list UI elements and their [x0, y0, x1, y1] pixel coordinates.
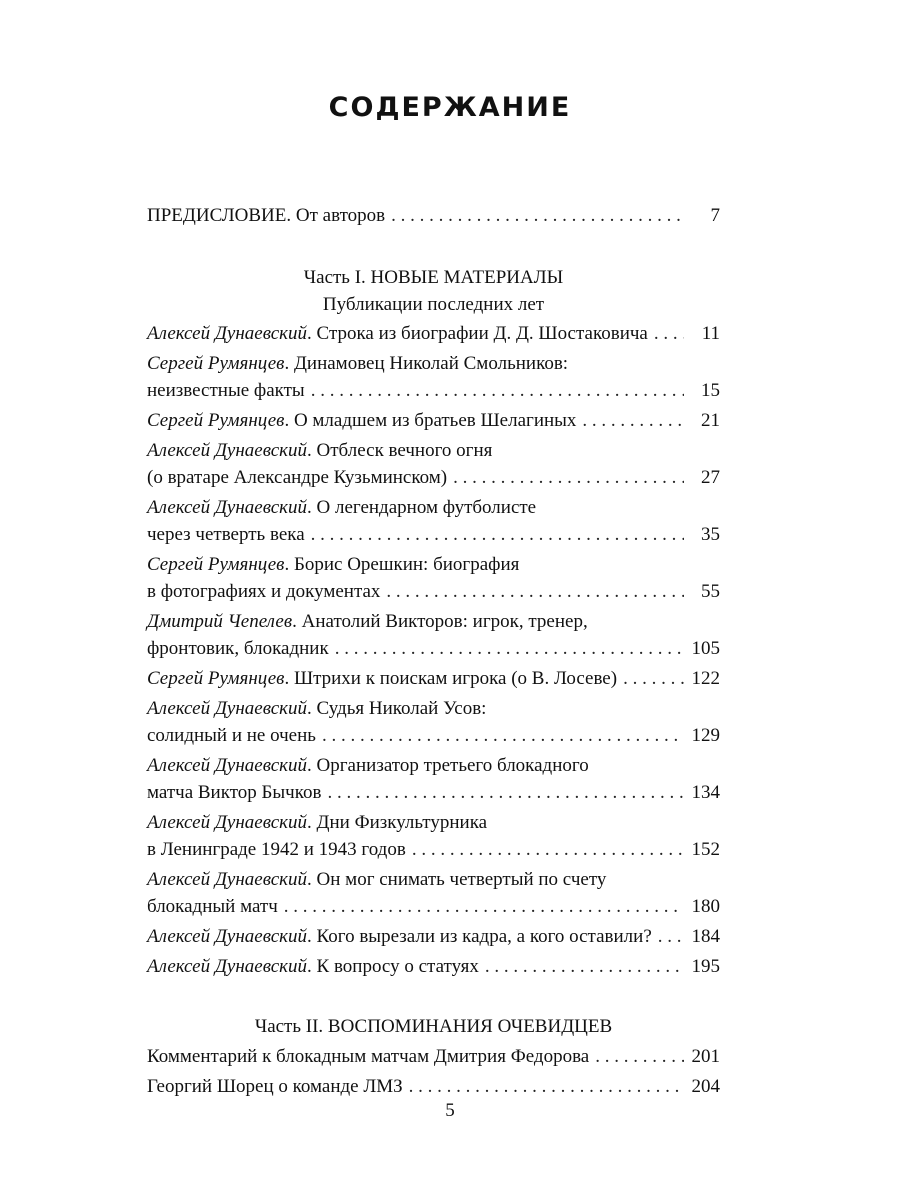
entry-author: Алексей Дунаевский: [147, 698, 308, 719]
entry-title-continued: неизвестные факты: [147, 380, 305, 401]
page-number: 35: [701, 524, 720, 545]
page-number: 129: [691, 725, 720, 746]
toc-entry[interactable]: [147, 494, 720, 548]
entry-title-continued: через четверть века: [147, 524, 305, 545]
entry-title: . Строка из биографии Д. Д. Шостаковича: [307, 323, 648, 344]
entry-author: Дмитрий Чепелев: [147, 611, 293, 632]
entry-title: . Анатолий Викторов: игрок, тренер,: [292, 611, 588, 632]
entry-author: Алексей Дунаевский: [147, 926, 308, 947]
toc-entry[interactable]: [147, 1043, 720, 1070]
page-number: 7: [710, 205, 720, 226]
entry-title: . О младшем из братьев Шелагиных: [284, 410, 577, 431]
entry-title: . К вопросу о статуях: [307, 956, 479, 977]
entry-author: Алексей Дунаевский: [147, 497, 308, 518]
toc-entry[interactable]: [147, 752, 720, 806]
toc-entry[interactable]: [147, 923, 720, 950]
dot-leader: [409, 1073, 684, 1100]
page-number: 11: [701, 323, 720, 344]
page-number: 105: [691, 638, 720, 659]
toc-entry[interactable]: [147, 866, 720, 920]
entry-title: . Динамовец Николай Смольников:: [284, 353, 569, 374]
toc-entry[interactable]: [147, 665, 720, 692]
entry-title: . Штрихи к поискам игрока (о В. Лосеве): [284, 668, 618, 689]
page-number: 152: [691, 839, 720, 860]
entry-title-continued: фронтовик, блокадник: [147, 638, 329, 659]
dot-leader: [412, 836, 684, 863]
entry-title-continued: блокадный матч: [147, 896, 278, 917]
entry-author: Сергей Румянцев: [147, 353, 285, 374]
toc-entry[interactable]: [147, 407, 720, 434]
toc-entry[interactable]: [147, 953, 720, 980]
dot-leader: [311, 521, 684, 548]
part-subheading: Публикации последних лет: [322, 294, 545, 315]
entry-author: Алексей Дунаевский: [147, 440, 308, 461]
entry-title-continued: в Ленинграде 1942 и 1943 годов: [147, 839, 406, 860]
entry-author: Сергей Румянцев: [147, 668, 285, 689]
entry-title: . Он мог снимать четвертый по счету: [307, 869, 607, 890]
dot-leader: [386, 578, 684, 605]
page-number: 180: [691, 896, 720, 917]
entry-title: Комментарий к блокадным матчам Дмитрия Федорова: [147, 1046, 590, 1067]
page-number: 195: [691, 956, 720, 977]
entry-title-continued: солидный и не очень: [147, 725, 316, 746]
dot-leader: [595, 1043, 684, 1070]
part-heading: Часть II. ВОСПОМИНАНИЯ ОЧЕВИДЦЕВ: [254, 1016, 613, 1037]
entry-author: Алексей Дунаевский: [147, 755, 308, 776]
entry-author: Сергей Румянцев: [147, 554, 285, 575]
dot-leader: [654, 320, 684, 347]
page-title: СОДЕРЖАНИЕ: [328, 92, 572, 123]
toc-entry[interactable]: [147, 551, 720, 605]
entry-title: . О легендарном футболисте: [307, 497, 537, 518]
page-number: 15: [701, 380, 720, 401]
dot-leader: [623, 665, 684, 692]
toc-entry-preface[interactable]: [147, 202, 720, 229]
entry-title: . Кого вырезали из кадра, а кого оставили?: [307, 926, 652, 947]
entry-title: ПРЕДИСЛОВИЕ. От авторов: [147, 205, 386, 226]
entry-title-continued: в фотографиях и документах: [147, 581, 381, 602]
entry-author: Алексей Дунаевский: [147, 869, 308, 890]
entry-title-continued: матча Виктор Бычков: [147, 782, 322, 803]
entry-author: Сергей Румянцев: [147, 410, 285, 431]
dot-leader: [453, 464, 684, 491]
dot-leader: [311, 377, 684, 404]
dot-leader: [284, 893, 684, 920]
entry-title: . Судья Николай Усов:: [307, 698, 487, 719]
toc-entry[interactable]: [147, 350, 720, 404]
table-of-contents: [147, 200, 720, 1100]
page-number: 55: [701, 581, 720, 602]
entry-title: . Организатор третьего блокадного: [307, 755, 589, 776]
dot-leader: [391, 202, 684, 229]
toc-entry[interactable]: [147, 437, 720, 491]
entry-title: . Отблеск вечного огня: [307, 440, 493, 461]
toc-entry[interactable]: [147, 1073, 720, 1100]
page-number: 27: [701, 467, 720, 488]
page-number: 204: [691, 1076, 720, 1097]
entry-author: Алексей Дунаевский: [147, 323, 308, 344]
part-heading: Часть I. НОВЫЕ МАТЕРИАЛЫ: [303, 267, 564, 288]
toc-entry[interactable]: [147, 608, 720, 662]
dot-leader: [658, 923, 684, 950]
toc-entry[interactable]: [147, 809, 720, 863]
dot-leader: [485, 953, 684, 980]
page-number: 184: [691, 926, 720, 947]
toc-entry[interactable]: [147, 695, 720, 749]
dot-leader: [582, 407, 684, 434]
page-number: 122: [691, 668, 720, 689]
dot-leader: [327, 779, 684, 806]
dot-leader: [322, 722, 684, 749]
page-number: 134: [691, 782, 720, 803]
entry-title-continued: (о вратаре Александре Кузьминском): [147, 467, 448, 488]
page-number: 201: [691, 1046, 720, 1067]
entry-title: . Дни Физкультурника: [307, 812, 488, 833]
entry-author: Алексей Дунаевский: [147, 812, 308, 833]
page-number: 21: [701, 410, 720, 431]
entry-title: Георгий Шорец о команде ЛМЗ: [147, 1076, 403, 1097]
toc-entry[interactable]: [147, 320, 720, 347]
dot-leader: [335, 635, 684, 662]
page-folio: 5: [445, 1100, 455, 1121]
entry-author: Алексей Дунаевский: [147, 956, 308, 977]
entry-title: . Борис Орешкин: биография: [284, 554, 520, 575]
